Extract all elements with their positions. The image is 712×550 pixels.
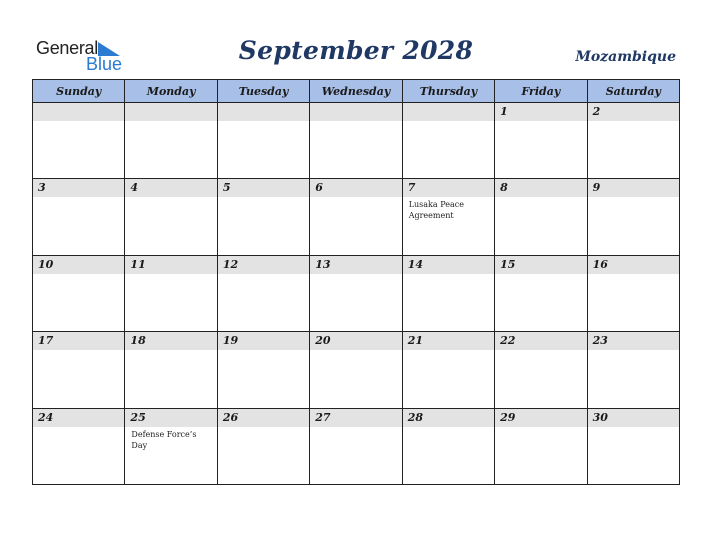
- holiday-label: [125, 274, 216, 276]
- holiday-label: [33, 274, 124, 276]
- holiday-label: [588, 350, 679, 352]
- holiday-label: [218, 427, 309, 429]
- day-number: 24: [38, 410, 54, 424]
- day-number: 21: [407, 334, 424, 348]
- day-number-band: [218, 179, 309, 197]
- day-number-band: [218, 409, 309, 427]
- holiday-label: [310, 121, 401, 123]
- holiday-label: [125, 350, 216, 352]
- holiday-label: [310, 197, 401, 199]
- day-number: 28: [407, 410, 424, 424]
- day-cell[interactable]: [125, 179, 217, 255]
- day-number-band: [403, 103, 494, 121]
- holiday-label: [403, 121, 494, 123]
- day-cell[interactable]: [495, 332, 587, 408]
- day-cell[interactable]: [310, 256, 402, 332]
- day-number: 11: [130, 257, 146, 271]
- holiday-label: [403, 274, 494, 276]
- day-cell[interactable]: [310, 179, 402, 255]
- weekday-header-sunday: Sunday: [33, 80, 125, 103]
- day-number: 4: [130, 181, 139, 195]
- holiday-label: [33, 350, 124, 352]
- day-number-band: [588, 256, 679, 274]
- day-number-band: [33, 103, 124, 121]
- day-number-band: [125, 409, 216, 427]
- holiday-label: [403, 350, 494, 352]
- holiday-label: [495, 427, 586, 429]
- day-number: 14: [407, 257, 424, 271]
- day-cell[interactable]: [218, 103, 310, 179]
- day-cell[interactable]: [403, 332, 495, 408]
- holiday-label: [310, 274, 401, 276]
- day-number: 18: [130, 334, 146, 348]
- day-number: 7: [407, 181, 416, 195]
- day-number-band: [125, 256, 216, 274]
- day-cell[interactable]: [218, 256, 310, 332]
- day-number: 9: [592, 181, 601, 195]
- day-number-band: [218, 103, 309, 121]
- day-number: 17: [38, 334, 54, 348]
- day-number-band: [125, 179, 216, 197]
- day-number-band: [218, 332, 309, 350]
- day-number: 20: [315, 334, 331, 348]
- day-number: 13: [315, 257, 331, 271]
- holiday-label: [495, 197, 586, 199]
- day-cell[interactable]: [588, 103, 680, 179]
- day-number-band: [310, 332, 401, 350]
- weekday-header-saturday: Saturday: [588, 80, 680, 103]
- day-cell[interactable]: [125, 409, 217, 485]
- day-cell[interactable]: [403, 179, 495, 255]
- day-number: 22: [500, 334, 516, 348]
- day-number-band: [33, 409, 124, 427]
- day-number: 26: [222, 410, 239, 424]
- day-number-band: [403, 409, 494, 427]
- holiday-label: [218, 274, 309, 276]
- day-cell[interactable]: [218, 409, 310, 485]
- weekday-header-thursday: Thursday: [403, 80, 495, 103]
- logo-word-general: General: [36, 38, 98, 58]
- holiday-label: [588, 121, 679, 123]
- day-cell[interactable]: [310, 332, 402, 408]
- day-number: 8: [500, 181, 508, 195]
- day-number-band: [33, 332, 124, 350]
- day-cell[interactable]: [125, 256, 217, 332]
- day-number-band: [588, 179, 679, 197]
- day-cell[interactable]: [33, 179, 125, 255]
- weekday-header-wednesday: Wednesday: [310, 80, 402, 103]
- calendar-grid: [32, 79, 680, 485]
- day-cell[interactable]: [588, 256, 680, 332]
- day-number: 15: [500, 257, 516, 271]
- page-title: September 2028: [238, 36, 474, 65]
- holiday-label: [310, 427, 401, 429]
- holiday-label: [495, 350, 586, 352]
- holiday-label: [33, 427, 124, 429]
- day-number-band: [218, 256, 309, 274]
- day-cell[interactable]: [310, 103, 402, 179]
- day-number-band: [33, 256, 124, 274]
- day-number-band: [495, 409, 586, 427]
- day-number-band: [310, 256, 401, 274]
- day-number-band: [588, 409, 679, 427]
- day-number: 25: [130, 410, 146, 424]
- day-number-band: [495, 179, 586, 197]
- holiday-label: [125, 121, 216, 123]
- day-number-band: [403, 256, 494, 274]
- day-cell[interactable]: [495, 409, 587, 485]
- day-number: 10: [38, 257, 54, 271]
- day-cell[interactable]: [588, 409, 680, 485]
- day-cell[interactable]: [33, 256, 125, 332]
- day-number: 1: [500, 105, 508, 118]
- holiday-label: [33, 121, 124, 123]
- day-number: 16: [592, 257, 608, 271]
- day-number-band: [403, 179, 494, 197]
- holiday-label: [218, 350, 309, 352]
- day-cell[interactable]: [33, 409, 125, 485]
- holiday-label: [125, 197, 216, 199]
- day-number-band: [403, 332, 494, 350]
- day-number: 6: [315, 181, 323, 195]
- weekday-header-friday: Friday: [495, 80, 587, 103]
- day-cell[interactable]: [33, 103, 125, 179]
- day-number: 27: [315, 410, 331, 424]
- day-cell[interactable]: [495, 179, 587, 255]
- day-number-band: [125, 332, 216, 350]
- holiday-label: [218, 197, 309, 199]
- day-cell[interactable]: [495, 103, 587, 179]
- day-number-band: [588, 332, 679, 350]
- day-cell[interactable]: [403, 409, 495, 485]
- day-cell[interactable]: [403, 256, 495, 332]
- day-number: 12: [222, 257, 239, 271]
- day-number-band: [310, 409, 401, 427]
- day-number-band: [310, 179, 401, 197]
- day-number-band: [495, 332, 586, 350]
- holiday-label: [403, 427, 494, 429]
- holiday-label: [33, 197, 124, 199]
- holiday-label: [495, 274, 586, 276]
- day-cell[interactable]: [588, 179, 680, 255]
- day-number-band: [33, 179, 124, 197]
- day-cell[interactable]: [218, 179, 310, 255]
- day-cell[interactable]: [125, 103, 217, 179]
- holiday-label: [588, 427, 679, 429]
- country-label: Mozambique: [575, 49, 676, 65]
- day-cell[interactable]: [125, 332, 217, 408]
- day-number: 3: [38, 181, 46, 195]
- holiday-label: [218, 121, 309, 123]
- holiday-label: [588, 274, 679, 276]
- day-number: 29: [500, 410, 516, 424]
- day-cell[interactable]: [33, 332, 125, 408]
- day-number: 23: [592, 334, 608, 348]
- day-cell[interactable]: [310, 409, 402, 485]
- day-number: 5: [222, 181, 231, 195]
- holiday-label: Lusaka Peace Agreement: [408, 200, 464, 221]
- day-number-band: [495, 256, 586, 274]
- day-number: 30: [592, 410, 608, 424]
- day-cell[interactable]: [495, 256, 587, 332]
- weekday-header-tuesday: Tuesday: [218, 80, 310, 103]
- day-cell[interactable]: [218, 332, 310, 408]
- day-cell[interactable]: [403, 103, 495, 179]
- holiday-label: [495, 121, 586, 123]
- holiday-label: Defense Force’s Day: [131, 429, 197, 450]
- day-number-band: [310, 103, 401, 121]
- logo-word-blue: Blue: [86, 54, 123, 74]
- holiday-label: [588, 197, 679, 199]
- day-cell[interactable]: [588, 332, 680, 408]
- weekday-header-monday: Monday: [125, 80, 217, 103]
- day-number-band: [588, 103, 679, 121]
- day-number: 19: [222, 334, 239, 348]
- day-number-band: [125, 103, 216, 121]
- day-number: 2: [592, 105, 601, 118]
- holiday-label: [310, 350, 401, 352]
- day-number-band: [495, 103, 586, 121]
